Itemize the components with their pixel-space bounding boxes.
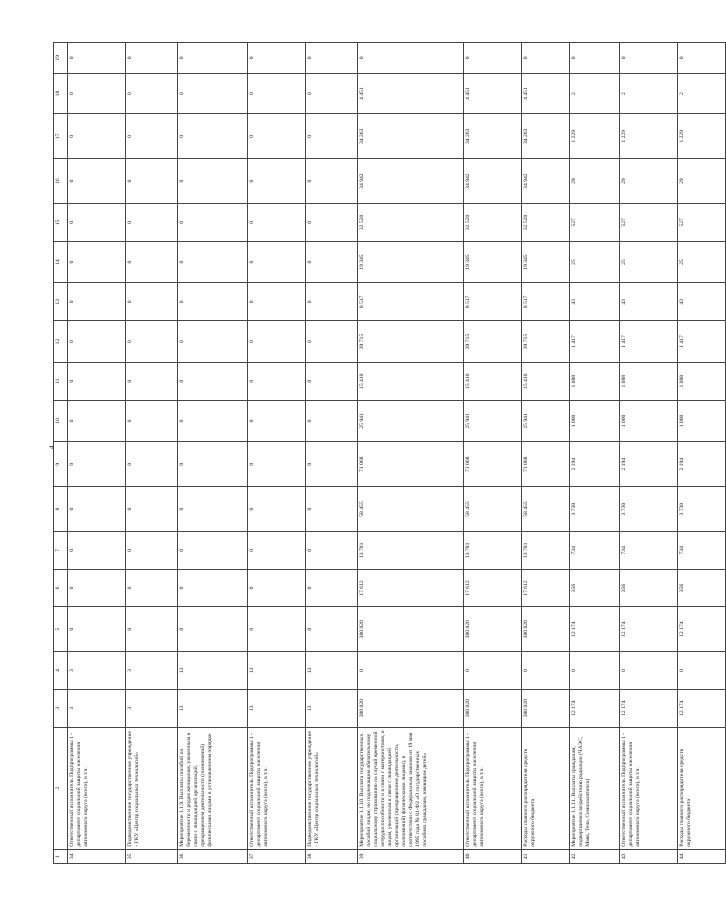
value-cell: 0 [68, 321, 126, 363]
value-cell: 0 [126, 442, 178, 487]
value-cell: 0 [68, 531, 126, 569]
table-row [126, 43, 178, 864]
value-cell: 12 174 [620, 607, 678, 652]
value-cell: 2 [678, 73, 726, 114]
value-cell: 0 [126, 283, 178, 321]
value-cell: 0 [68, 487, 126, 532]
value-cell: 527 [678, 204, 726, 242]
value-cell: 25 [678, 241, 726, 283]
row-description-cell: Мероприятие 1.1.11. Выплаты гражданам, подвергшимся воздействию радиации (ЧАЭС, Маяк, Теча, Семипалатинск) [570, 727, 620, 849]
value-cell: 380 020 [522, 689, 570, 727]
value-cell: 12 174 [570, 607, 620, 652]
value-cell: 34 942 [358, 159, 464, 204]
value-cell: 0 [464, 652, 522, 690]
value-cell: 34 942 [522, 159, 570, 204]
row-description-cell: Ответственный исполнитель Подпрограммы 1 - департамент социальной защиты населения автономного округа (всего), в т.ч. [464, 727, 522, 849]
value-cell: 12 174 [620, 689, 678, 727]
value-cell: 32 520 [358, 204, 464, 242]
value-cell: 3 730 [620, 487, 678, 532]
table-row [306, 43, 358, 864]
value-cell: 13 [178, 689, 248, 727]
value-cell: 0 [248, 400, 306, 442]
value-cell: 0 [522, 43, 570, 74]
value-cell: 25 941 [464, 400, 522, 442]
row-number-cell: 34 [68, 849, 126, 863]
value-cell: 34 263 [358, 114, 464, 159]
header-cell: 10 [54, 400, 68, 442]
value-cell: 0 [358, 652, 464, 690]
table-row [522, 43, 570, 864]
header-cell: 14 [54, 241, 68, 283]
value-cell: 0 [178, 114, 248, 159]
header-cell: 5 [54, 607, 68, 652]
value-cell: 0 [248, 607, 306, 652]
row-description-cell: Подведомственное государственное учреждение - ГКУ «Центр социальных технологий» [126, 727, 178, 849]
row-description-cell: Ответственный исполнитель Подпрограммы 1 - департамент социальной защиты населения автономного округа (всего), в т.ч. [68, 727, 126, 849]
value-cell: 1 229 [678, 114, 726, 159]
value-cell: 25 [620, 241, 678, 283]
value-cell: 0 [248, 159, 306, 204]
header-cell: 3 [54, 689, 68, 727]
header-cell: 15 [54, 204, 68, 242]
value-cell: 3 [68, 689, 126, 727]
value-cell: 380 020 [464, 607, 522, 652]
header-cell: 2 [54, 727, 68, 849]
value-cell: 0 [68, 607, 126, 652]
value-cell: 1 088 [678, 362, 726, 400]
value-cell: 0 [522, 652, 570, 690]
value-cell: 3 730 [678, 487, 726, 532]
value-cell: 0 [126, 362, 178, 400]
value-cell: 0 [306, 204, 358, 242]
row-number-cell: 43 [620, 849, 678, 863]
value-cell: 0 [68, 159, 126, 204]
value-cell: 0 [178, 241, 248, 283]
value-cell: 1 417 [620, 321, 678, 363]
value-cell: 13 [248, 689, 306, 727]
value-cell: 8 517 [522, 283, 570, 321]
header-cell: 17 [54, 114, 68, 159]
value-cell: 29 [570, 159, 620, 204]
row-number-cell: 36 [178, 849, 248, 863]
value-cell: 0 [306, 283, 358, 321]
value-cell: 0 [464, 43, 522, 74]
value-cell: 0 [306, 159, 358, 204]
table-row [178, 43, 248, 864]
value-cell: 19 345 [522, 241, 570, 283]
value-cell: 13 [248, 652, 306, 690]
header-cell: 4 [54, 652, 68, 690]
value-cell: 0 [68, 114, 126, 159]
value-cell: 356 [620, 569, 678, 607]
value-cell: 17 612 [358, 569, 464, 607]
value-cell: 380 020 [522, 607, 570, 652]
value-cell: 32 520 [522, 204, 570, 242]
value-cell: 0 [178, 321, 248, 363]
value-cell: 0 [306, 43, 358, 74]
value-cell: 1 088 [620, 362, 678, 400]
value-cell: 734 [678, 531, 726, 569]
header-cell: 9 [54, 442, 68, 487]
value-cell: 15 410 [358, 362, 464, 400]
value-cell: 13 781 [522, 531, 570, 569]
value-cell: 34 942 [464, 159, 522, 204]
value-cell: 29 [620, 159, 678, 204]
value-cell: 1 000 [620, 400, 678, 442]
value-cell: 43 [678, 283, 726, 321]
header-cell: 19 [54, 43, 68, 74]
value-cell: 3 730 [570, 487, 620, 532]
value-cell: 0 [126, 159, 178, 204]
value-cell: 0 [126, 43, 178, 74]
value-cell: 25 [570, 241, 620, 283]
value-cell: 13 781 [464, 531, 522, 569]
value-cell: 0 [248, 321, 306, 363]
value-cell: 0 [68, 362, 126, 400]
header-cell: 7 [54, 531, 68, 569]
value-cell: 0 [248, 73, 306, 114]
value-cell: 1 229 [620, 114, 678, 159]
value-cell: 2 [620, 73, 678, 114]
value-cell: 0 [126, 321, 178, 363]
value-cell: 13 [306, 689, 358, 727]
value-cell: 0 [248, 43, 306, 74]
value-cell: 58 455 [522, 487, 570, 532]
value-cell: 0 [178, 400, 248, 442]
row-number-cell: 35 [126, 849, 178, 863]
row-number-cell: 39 [358, 849, 464, 863]
row-description-cell: Ответственный исполнитель Подпрограммы 1 - департамент социальной защиты населения автономного округа (всего), в т.ч. [248, 727, 306, 849]
row-number-cell: 38 [306, 849, 358, 863]
value-cell: 0 [178, 283, 248, 321]
table-row [570, 43, 620, 864]
value-cell: 0 [178, 531, 248, 569]
value-cell: 0 [570, 43, 620, 74]
value-cell: 2 194 [570, 442, 620, 487]
row-description-cell: Мероприятие 1.1.9. Выплаты пособий по беременности и родам женщинам, уволенным в связи с ликвидацией организаций, прекращением деятельности (полномочий) физическими лицами в установленном порядке [178, 727, 248, 849]
header-cell: 6 [54, 569, 68, 607]
value-cell: 356 [570, 569, 620, 607]
value-cell: 0 [248, 531, 306, 569]
value-cell: 1 229 [570, 114, 620, 159]
value-cell: 0 [126, 73, 178, 114]
table-row [358, 43, 464, 864]
value-cell: 0 [178, 159, 248, 204]
value-cell: 0 [178, 362, 248, 400]
value-cell: 527 [620, 204, 678, 242]
value-cell: 71 068 [522, 442, 570, 487]
value-cell: 0 [68, 569, 126, 607]
value-cell: 0 [248, 487, 306, 532]
value-cell: 34 263 [464, 114, 522, 159]
value-cell: 0 [620, 652, 678, 690]
value-cell: 1 000 [570, 400, 620, 442]
value-cell: 8 517 [464, 283, 522, 321]
value-cell: 71 068 [464, 442, 522, 487]
value-cell: 29 [678, 159, 726, 204]
header-cell: 18 [54, 73, 68, 114]
value-cell: 380 020 [358, 689, 464, 727]
value-cell: 19 345 [358, 241, 464, 283]
value-cell: 0 [248, 204, 306, 242]
value-cell: 25 941 [358, 400, 464, 442]
value-cell: 0 [620, 43, 678, 74]
table-row [68, 43, 126, 864]
value-cell: 0 [178, 607, 248, 652]
value-cell: 1 088 [570, 362, 620, 400]
value-cell: 12 174 [678, 689, 726, 727]
budget-table [53, 42, 726, 864]
value-cell: 1 417 [570, 321, 620, 363]
page-number: 4 [48, 445, 56, 449]
row-number-cell: 40 [464, 849, 522, 863]
value-cell: 380 020 [358, 607, 464, 652]
value-cell: 58 455 [464, 487, 522, 532]
value-cell: 2 194 [678, 442, 726, 487]
value-cell: 0 [248, 283, 306, 321]
value-cell: 0 [248, 442, 306, 487]
value-cell: 0 [358, 43, 464, 74]
value-cell: 43 [570, 283, 620, 321]
value-cell: 0 [306, 607, 358, 652]
value-cell: 0 [306, 241, 358, 283]
value-cell: 0 [306, 531, 358, 569]
value-cell: 0 [678, 43, 726, 74]
value-cell: 3 [126, 652, 178, 690]
value-cell: 0 [178, 204, 248, 242]
table-row [464, 43, 522, 864]
header-row [54, 43, 68, 864]
value-cell: 0 [68, 400, 126, 442]
value-cell: 39 715 [464, 321, 522, 363]
header-cell: 13 [54, 283, 68, 321]
value-cell: 0 [68, 241, 126, 283]
value-cell: 0 [126, 204, 178, 242]
row-number-cell: 44 [678, 849, 726, 863]
value-cell: 2 [570, 73, 620, 114]
value-cell: 0 [306, 442, 358, 487]
value-cell: 0 [68, 73, 126, 114]
header-cell: 11 [54, 362, 68, 400]
value-cell: 0 [126, 241, 178, 283]
value-cell: 12 174 [678, 607, 726, 652]
header-cell: 12 [54, 321, 68, 363]
value-cell: 0 [126, 114, 178, 159]
value-cell: 34 263 [522, 114, 570, 159]
value-cell: 0 [306, 569, 358, 607]
value-cell: 0 [248, 362, 306, 400]
table-row [248, 43, 306, 864]
row-description-cell: Мероприятие 1.1.10. Выплата государственных пособий лицам, не подлежащим обязательному социальному страхованию на случай временной нетрудоспособности и в связи с материнством, и лицам, уволенным в связи с ликвидацией организаций (прекращением деятельности, полномочий) физическими лицами), в соответствии с Федеральным законом от 19 мая 1995 года № 81-ФЗ «О государственных пособиях гражданам, имеющим детей» [358, 727, 464, 849]
value-cell: 0 [248, 114, 306, 159]
row-number-cell: 37 [248, 849, 306, 863]
value-cell: 0 [178, 73, 248, 114]
value-cell: 0 [178, 442, 248, 487]
rotated-table-container [53, 42, 692, 864]
value-cell: 380 020 [464, 689, 522, 727]
row-description-cell: Расходы главного распорядителя средств окружного бюджета [522, 727, 570, 849]
value-cell: 32 520 [464, 204, 522, 242]
value-cell: 13 781 [358, 531, 464, 569]
value-cell: 39 715 [522, 321, 570, 363]
value-cell: 15 410 [522, 362, 570, 400]
value-cell: 0 [126, 400, 178, 442]
value-cell: 734 [620, 531, 678, 569]
value-cell: 0 [178, 487, 248, 532]
value-cell: 527 [570, 204, 620, 242]
value-cell: 0 [126, 607, 178, 652]
value-cell: 3 [68, 652, 126, 690]
value-cell: 15 410 [464, 362, 522, 400]
value-cell: 17 612 [464, 569, 522, 607]
value-cell: 0 [126, 487, 178, 532]
value-cell: 0 [306, 400, 358, 442]
value-cell: 0 [306, 73, 358, 114]
value-cell: 2 194 [620, 442, 678, 487]
value-cell: 0 [68, 43, 126, 74]
value-cell: 0 [126, 569, 178, 607]
value-cell: 13 [178, 652, 248, 690]
header-cell: 1 [54, 849, 68, 863]
value-cell: 734 [570, 531, 620, 569]
value-cell: 13 [306, 652, 358, 690]
value-cell: 0 [248, 569, 306, 607]
value-cell: 4 451 [522, 73, 570, 114]
row-description-cell: Подведомственное государственное учреждение - ГКУ «Центр социальных технологий» [306, 727, 358, 849]
row-number-cell: 41 [522, 849, 570, 863]
value-cell: 1 417 [678, 321, 726, 363]
value-cell: 356 [678, 569, 726, 607]
value-cell: 0 [178, 569, 248, 607]
value-cell: 4 451 [358, 73, 464, 114]
value-cell: 43 [620, 283, 678, 321]
value-cell: 0 [248, 241, 306, 283]
value-cell: 39 715 [358, 321, 464, 363]
value-cell: 0 [68, 283, 126, 321]
row-number-cell: 42 [570, 849, 620, 863]
value-cell: 0 [306, 362, 358, 400]
value-cell: 71 068 [358, 442, 464, 487]
table-row [620, 43, 678, 864]
row-description-cell: Ответственный исполнитель Подпрограммы 1 - департамент социальной защиты населения автономного округа (всего), в т.ч. [620, 727, 678, 849]
value-cell: 3 [126, 689, 178, 727]
table-row [678, 43, 726, 864]
value-cell: 0 [126, 531, 178, 569]
value-cell: 0 [306, 487, 358, 532]
value-cell: 8 517 [358, 283, 464, 321]
header-cell: 8 [54, 487, 68, 532]
value-cell: 19 345 [464, 241, 522, 283]
row-description-cell: Расходы главного распорядителя средств окружного бюджета [678, 727, 726, 849]
value-cell: 25 941 [522, 400, 570, 442]
value-cell: 0 [178, 43, 248, 74]
value-cell: 4 451 [464, 73, 522, 114]
value-cell: 1 000 [678, 400, 726, 442]
value-cell: 0 [678, 652, 726, 690]
value-cell: 0 [68, 442, 126, 487]
value-cell: 0 [306, 321, 358, 363]
header-cell: 16 [54, 159, 68, 204]
value-cell: 58 455 [358, 487, 464, 532]
value-cell: 12 174 [570, 689, 620, 727]
value-cell: 0 [570, 652, 620, 690]
value-cell: 0 [68, 204, 126, 242]
value-cell: 0 [306, 114, 358, 159]
value-cell: 17 612 [522, 569, 570, 607]
